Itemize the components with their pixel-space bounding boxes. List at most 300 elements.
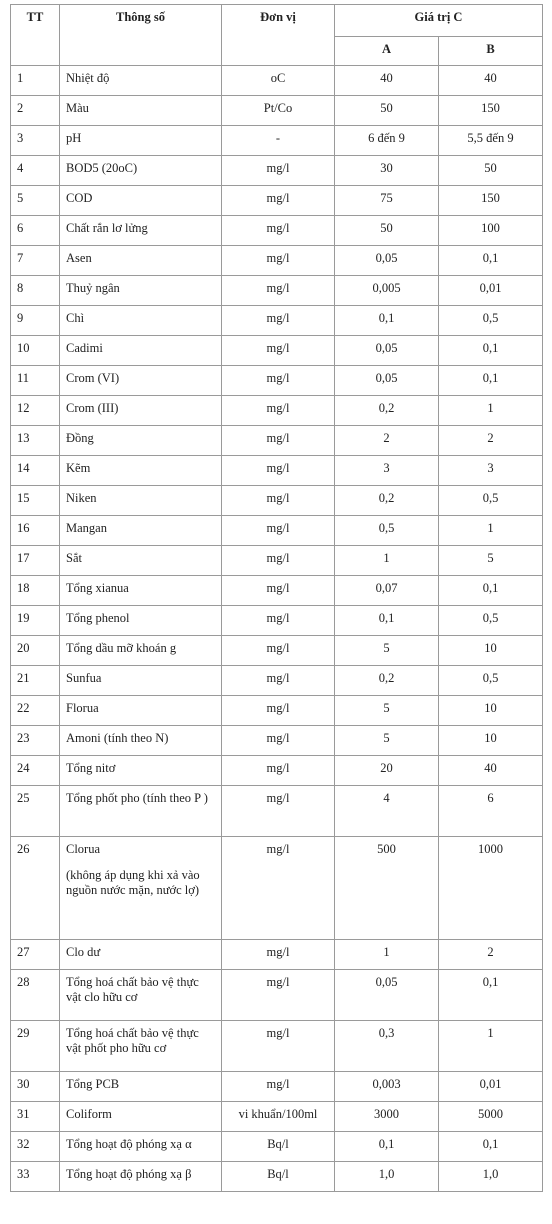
- value-a-text: 0,2: [378, 671, 395, 685]
- parameter-name: [60, 216, 222, 246]
- parameter-name-text: Sắt: [66, 551, 82, 565]
- unit-cell: [222, 516, 335, 546]
- table-row: [11, 186, 543, 216]
- parameter-name-text: Amoni (tính theo N): [66, 731, 169, 745]
- unit-cell-text: mg/l: [266, 191, 290, 205]
- value-b-text: 10: [484, 701, 497, 715]
- row-number-text: 5: [17, 191, 24, 205]
- table-row: [11, 1072, 543, 1102]
- value-a-text: 0,5: [378, 521, 395, 535]
- value-a-text: 0,1: [378, 1137, 395, 1151]
- parameter-name-text: Sunfua: [66, 671, 102, 685]
- row-number: [11, 366, 60, 396]
- parameter-name-text: Niken: [66, 491, 97, 505]
- value-a-text: 5: [383, 731, 390, 745]
- parameter-name: [60, 696, 222, 726]
- value-b: [439, 1021, 543, 1072]
- row-number-text: 19: [17, 611, 30, 625]
- value-b-text: 5,5 đến 9: [467, 131, 514, 145]
- parameter-name-text: Nhiệt độ: [66, 71, 110, 85]
- value-a-text: 30: [380, 161, 393, 175]
- value-b: [439, 756, 543, 786]
- unit-cell-text: mg/l: [266, 311, 290, 325]
- row-number-text: 11: [17, 371, 30, 385]
- value-b: [439, 516, 543, 546]
- parameter-name: [60, 486, 222, 516]
- unit-cell: [222, 96, 335, 126]
- value-a-text: 0,05: [375, 975, 398, 989]
- parameter-name: [60, 636, 222, 666]
- table-row: [11, 1102, 543, 1132]
- row-number: [11, 486, 60, 516]
- parameter-name-text: Asen: [66, 251, 92, 265]
- parameter-name-text: Màu: [66, 101, 89, 115]
- parameter-name-text: BOD5 (20oC): [66, 161, 138, 175]
- value-a-text: 40: [380, 71, 393, 85]
- value-b: [439, 1162, 543, 1192]
- unit-cell: [222, 837, 335, 940]
- value-a: [335, 96, 439, 126]
- row-number: [11, 726, 60, 756]
- row-number-text: 3: [17, 131, 24, 145]
- row-number: [11, 456, 60, 486]
- parameter-note: (không áp dụng khi xả vào nguồn nước mặn, nước lợ): [66, 868, 200, 897]
- value-b: [439, 156, 543, 186]
- value-a: [335, 186, 439, 216]
- unit-cell-text: mg/l: [266, 1026, 290, 1040]
- row-number: [11, 426, 60, 456]
- unit-cell: [222, 756, 335, 786]
- parameter-name-text: Tổng xianua: [66, 581, 129, 595]
- value-a-text: 4: [383, 791, 390, 805]
- row-number-text: 8: [17, 281, 24, 295]
- row-number: [11, 396, 60, 426]
- parameter-table: [10, 4, 543, 1192]
- unit-cell-text: mg/l: [266, 641, 290, 655]
- unit-cell-text: mg/l: [266, 1077, 290, 1091]
- row-number-text: 26: [17, 842, 30, 856]
- row-number: [11, 756, 60, 786]
- parameter-name-text: Tổng nitơ: [66, 761, 116, 775]
- value-a: [335, 246, 439, 276]
- value-b: [439, 786, 543, 837]
- parameter-name-text: Tổng dầu mỡ khoán g: [66, 641, 177, 655]
- row-number-text: 24: [17, 761, 30, 775]
- parameter-name: [60, 546, 222, 576]
- value-a-text: 0,05: [375, 251, 398, 265]
- value-a: [335, 970, 439, 1021]
- row-number-text: 15: [17, 491, 30, 505]
- table-row: [11, 940, 543, 970]
- unit-cell-text: mg/l: [266, 611, 290, 625]
- table-row: [11, 1162, 543, 1192]
- unit-cell: [222, 246, 335, 276]
- value-a: [335, 516, 439, 546]
- value-a: [335, 696, 439, 726]
- row-number-text: 21: [17, 671, 30, 685]
- row-number: [11, 216, 60, 246]
- unit-cell: [222, 1162, 335, 1192]
- table-row: [11, 837, 543, 940]
- value-a: [335, 546, 439, 576]
- unit-cell-text: mg/l: [266, 281, 290, 295]
- table-row: [11, 726, 543, 756]
- value-b: [439, 666, 543, 696]
- row-number-text: 33: [17, 1167, 30, 1181]
- parameter-name: [60, 1132, 222, 1162]
- value-b-text: 0,5: [482, 611, 499, 625]
- value-a: [335, 636, 439, 666]
- row-number: [11, 186, 60, 216]
- header-col-b: B: [439, 37, 543, 66]
- value-b-text: 1,0: [482, 1167, 499, 1181]
- value-b: [439, 396, 543, 426]
- row-number: [11, 246, 60, 276]
- unit-cell: [222, 636, 335, 666]
- parameter-name: [60, 336, 222, 366]
- value-a: [335, 940, 439, 970]
- value-b: [439, 306, 543, 336]
- value-a: [335, 306, 439, 336]
- unit-cell: [222, 940, 335, 970]
- unit-cell: [222, 426, 335, 456]
- value-a-text: 6 đến 9: [368, 131, 405, 145]
- parameter-name: [60, 1162, 222, 1192]
- value-a: [335, 156, 439, 186]
- row-number-text: 4: [17, 161, 24, 175]
- unit-cell: [222, 156, 335, 186]
- table-row: [11, 546, 543, 576]
- unit-cell: [222, 306, 335, 336]
- unit-cell: [222, 216, 335, 246]
- row-number: [11, 546, 60, 576]
- value-a-text: 50: [380, 101, 393, 115]
- row-number-text: 25: [17, 791, 30, 805]
- value-a-text: 3000: [374, 1107, 399, 1121]
- value-b-text: 5000: [478, 1107, 503, 1121]
- unit-cell: [222, 576, 335, 606]
- parameter-name: [60, 726, 222, 756]
- unit-cell: [222, 1132, 335, 1162]
- table-row: [11, 456, 543, 486]
- value-a: [335, 1132, 439, 1162]
- value-b: [439, 336, 543, 366]
- table-row: [11, 576, 543, 606]
- value-a: [335, 396, 439, 426]
- row-number: [11, 970, 60, 1021]
- row-number: [11, 96, 60, 126]
- value-a-text: 50: [380, 221, 393, 235]
- row-number-text: 20: [17, 641, 30, 655]
- parameter-name: [60, 246, 222, 276]
- value-a: [335, 456, 439, 486]
- value-a-text: 1: [383, 945, 390, 959]
- value-a-text: 5: [383, 641, 390, 655]
- unit-cell-text: oC: [270, 71, 286, 85]
- value-b-text: 100: [481, 221, 500, 235]
- value-a: [335, 366, 439, 396]
- row-number-text: 10: [17, 341, 30, 355]
- table-row: [11, 66, 543, 96]
- unit-cell-text: mg/l: [266, 251, 290, 265]
- unit-cell: [222, 396, 335, 426]
- unit-cell-text: mg/l: [266, 461, 290, 475]
- value-b-text: 3: [487, 461, 494, 475]
- parameter-name-text: Chì: [66, 311, 85, 325]
- value-b-text: 1: [487, 1026, 494, 1040]
- row-number: [11, 66, 60, 96]
- table-row: [11, 306, 543, 336]
- value-a: [335, 786, 439, 837]
- unit-cell-text: mg/l: [266, 975, 290, 989]
- unit-cell: [222, 456, 335, 486]
- parameter-name-text: Mangan: [66, 521, 107, 535]
- value-b: [439, 456, 543, 486]
- value-b-text: 40: [484, 71, 497, 85]
- row-number-text: 17: [17, 551, 30, 565]
- value-b-text: 0,01: [479, 281, 502, 295]
- row-number-text: 32: [17, 1137, 30, 1151]
- row-number: [11, 156, 60, 186]
- table-row: [11, 486, 543, 516]
- row-number-text: 31: [17, 1107, 30, 1121]
- value-b-text: 10: [484, 641, 497, 655]
- value-b: [439, 276, 543, 306]
- parameter-name: [60, 606, 222, 636]
- table-row: [11, 1021, 543, 1072]
- table-row: [11, 516, 543, 546]
- row-number-text: 22: [17, 701, 30, 715]
- unit-cell-text: mg/l: [266, 371, 290, 385]
- unit-cell: [222, 666, 335, 696]
- value-b: [439, 96, 543, 126]
- row-number: [11, 576, 60, 606]
- unit-cell: [222, 970, 335, 1021]
- value-b: [439, 426, 543, 456]
- value-b: [439, 366, 543, 396]
- value-b: [439, 216, 543, 246]
- table-row: [11, 666, 543, 696]
- value-b: [439, 940, 543, 970]
- value-a-text: 2: [383, 431, 390, 445]
- value-a-text: 0,005: [372, 281, 401, 295]
- value-b: [439, 546, 543, 576]
- parameter-name: [60, 1102, 222, 1132]
- row-number: [11, 276, 60, 306]
- value-b: [439, 66, 543, 96]
- unit-cell: [222, 1072, 335, 1102]
- table-row: [11, 216, 543, 246]
- value-a-text: 75: [380, 191, 393, 205]
- parameter-name-text: Clo dư: [66, 945, 101, 959]
- value-b-text: 1: [487, 521, 494, 535]
- parameter-name-text: Tổng hoá chất bảo vệ thực vật clo hữu cơ: [66, 975, 199, 1004]
- value-a-text: 0,05: [375, 371, 398, 385]
- value-a-text: 0,1: [378, 311, 395, 325]
- value-a: [335, 1102, 439, 1132]
- value-b-text: 2: [487, 945, 494, 959]
- value-b-text: 2: [487, 431, 494, 445]
- table-row: [11, 336, 543, 366]
- row-number-text: 12: [17, 401, 30, 415]
- parameter-name: [60, 940, 222, 970]
- unit-cell-text: mg/l: [266, 581, 290, 595]
- row-number: [11, 606, 60, 636]
- value-b-text: 0,5: [482, 671, 499, 685]
- value-b-text: 10: [484, 731, 497, 745]
- value-a: [335, 486, 439, 516]
- row-number-text: 2: [17, 101, 24, 115]
- parameter-name: [60, 837, 222, 940]
- unit-cell: [222, 546, 335, 576]
- table-row: [11, 786, 543, 837]
- header-tt: TT: [11, 5, 60, 66]
- parameter-name-text: pH: [66, 131, 82, 145]
- parameter-name: [60, 366, 222, 396]
- row-number-text: 27: [17, 945, 30, 959]
- parameter-name: [60, 126, 222, 156]
- unit-cell-text: mg/l: [266, 945, 290, 959]
- unit-cell: [222, 186, 335, 216]
- value-a-text: 0,2: [378, 491, 395, 505]
- table-body: [11, 66, 543, 1192]
- value-a-text: 1,0: [378, 1167, 395, 1181]
- value-a-text: 0,2: [378, 401, 395, 415]
- parameter-name: [60, 396, 222, 426]
- unit-cell-text: mg/l: [266, 701, 290, 715]
- row-number: [11, 940, 60, 970]
- table-row: [11, 696, 543, 726]
- unit-cell-text: Bq/l: [267, 1137, 289, 1151]
- value-a-text: 20: [380, 761, 393, 775]
- value-a: [335, 606, 439, 636]
- value-b: [439, 970, 543, 1021]
- unit-cell-text: Bq/l: [267, 1167, 289, 1181]
- row-number: [11, 666, 60, 696]
- parameter-name-text: Chất rắn lơ lửng: [66, 221, 148, 235]
- table-row: [11, 1132, 543, 1162]
- value-b-text: 1000: [478, 842, 503, 856]
- value-b: [439, 126, 543, 156]
- row-number-text: 29: [17, 1026, 30, 1040]
- parameter-name-text: COD: [66, 191, 93, 205]
- parameter-name: [60, 96, 222, 126]
- header-unit: Đơn vị: [222, 5, 335, 66]
- parameter-name: [60, 516, 222, 546]
- value-b-text: 150: [481, 101, 500, 115]
- value-a: [335, 1162, 439, 1192]
- row-number-text: 16: [17, 521, 30, 535]
- unit-cell: [222, 276, 335, 306]
- parameter-name: [60, 786, 222, 837]
- value-b-text: 5: [487, 551, 494, 565]
- parameter-name-text: Clorua: [66, 842, 101, 856]
- parameter-name: [60, 666, 222, 696]
- value-a: [335, 126, 439, 156]
- value-a: [335, 756, 439, 786]
- parameter-name-text: Crom (VI): [66, 371, 120, 385]
- row-number-text: 6: [17, 221, 24, 235]
- value-b: [439, 837, 543, 940]
- value-b-text: 0,1: [482, 581, 499, 595]
- value-a: [335, 666, 439, 696]
- unit-cell: [222, 696, 335, 726]
- unit-cell-text: mg/l: [266, 161, 290, 175]
- row-number: [11, 1162, 60, 1192]
- unit-cell: [222, 1021, 335, 1072]
- unit-cell-text: -: [275, 131, 281, 145]
- parameter-name-text: Tổng hoá chất bảo vệ thực vật phốt pho hữu cơ: [66, 1026, 199, 1055]
- unit-cell-text: mg/l: [266, 401, 290, 415]
- parameter-name-text: Cadimi: [66, 341, 103, 355]
- unit-cell-text: mg/l: [266, 551, 290, 565]
- unit-cell-text: vi khuẩn/100ml: [238, 1107, 318, 1121]
- unit-cell-text: mg/l: [266, 761, 290, 775]
- value-b-text: 0,5: [482, 491, 499, 505]
- header-value-group: Giá trị C: [335, 5, 543, 37]
- parameter-name-text: Thuỷ ngân: [66, 281, 120, 295]
- row-number-text: 1: [17, 71, 24, 85]
- value-a: [335, 576, 439, 606]
- unit-cell: [222, 66, 335, 96]
- row-number-text: 14: [17, 461, 30, 475]
- value-b: [439, 636, 543, 666]
- value-a-text: 0,003: [372, 1077, 401, 1091]
- unit-cell-text: mg/l: [266, 521, 290, 535]
- unit-cell: [222, 606, 335, 636]
- table-row: [11, 366, 543, 396]
- value-b-text: 150: [481, 191, 500, 205]
- row-number: [11, 636, 60, 666]
- value-b: [439, 696, 543, 726]
- parameter-name: [60, 576, 222, 606]
- table-row: [11, 636, 543, 666]
- row-number-text: 13: [17, 431, 30, 445]
- row-number: [11, 1021, 60, 1072]
- parameter-name: [60, 456, 222, 486]
- row-number: [11, 837, 60, 940]
- row-number: [11, 516, 60, 546]
- header-col-a: A: [335, 37, 439, 66]
- parameter-name: [60, 156, 222, 186]
- row-number-text: 7: [17, 251, 24, 265]
- row-number: [11, 786, 60, 837]
- value-b-text: 0,1: [482, 371, 499, 385]
- row-number: [11, 126, 60, 156]
- parameter-name-text: Tổng hoạt độ phóng xạ β: [66, 1167, 192, 1181]
- table-row: [11, 276, 543, 306]
- value-a-text: 0,3: [378, 1026, 395, 1040]
- value-b: [439, 1102, 543, 1132]
- value-b-text: 6: [487, 791, 494, 805]
- parameter-name: [60, 970, 222, 1021]
- value-a: [335, 426, 439, 456]
- value-a-text: 500: [377, 842, 396, 856]
- value-b-text: 0,1: [482, 251, 499, 265]
- value-a: [335, 66, 439, 96]
- parameter-name-text: Tổng phenol: [66, 611, 130, 625]
- value-b-text: 0,1: [482, 975, 499, 989]
- row-number-text: 9: [17, 311, 24, 325]
- parameter-name-text: Kẽm: [66, 461, 91, 475]
- parameter-name-text: Tổng PCB: [66, 1077, 120, 1091]
- row-number: [11, 1132, 60, 1162]
- table-row: [11, 396, 543, 426]
- unit-cell-text: mg/l: [266, 341, 290, 355]
- row-number: [11, 306, 60, 336]
- value-b: [439, 606, 543, 636]
- parameter-name-text: Florua: [66, 701, 99, 715]
